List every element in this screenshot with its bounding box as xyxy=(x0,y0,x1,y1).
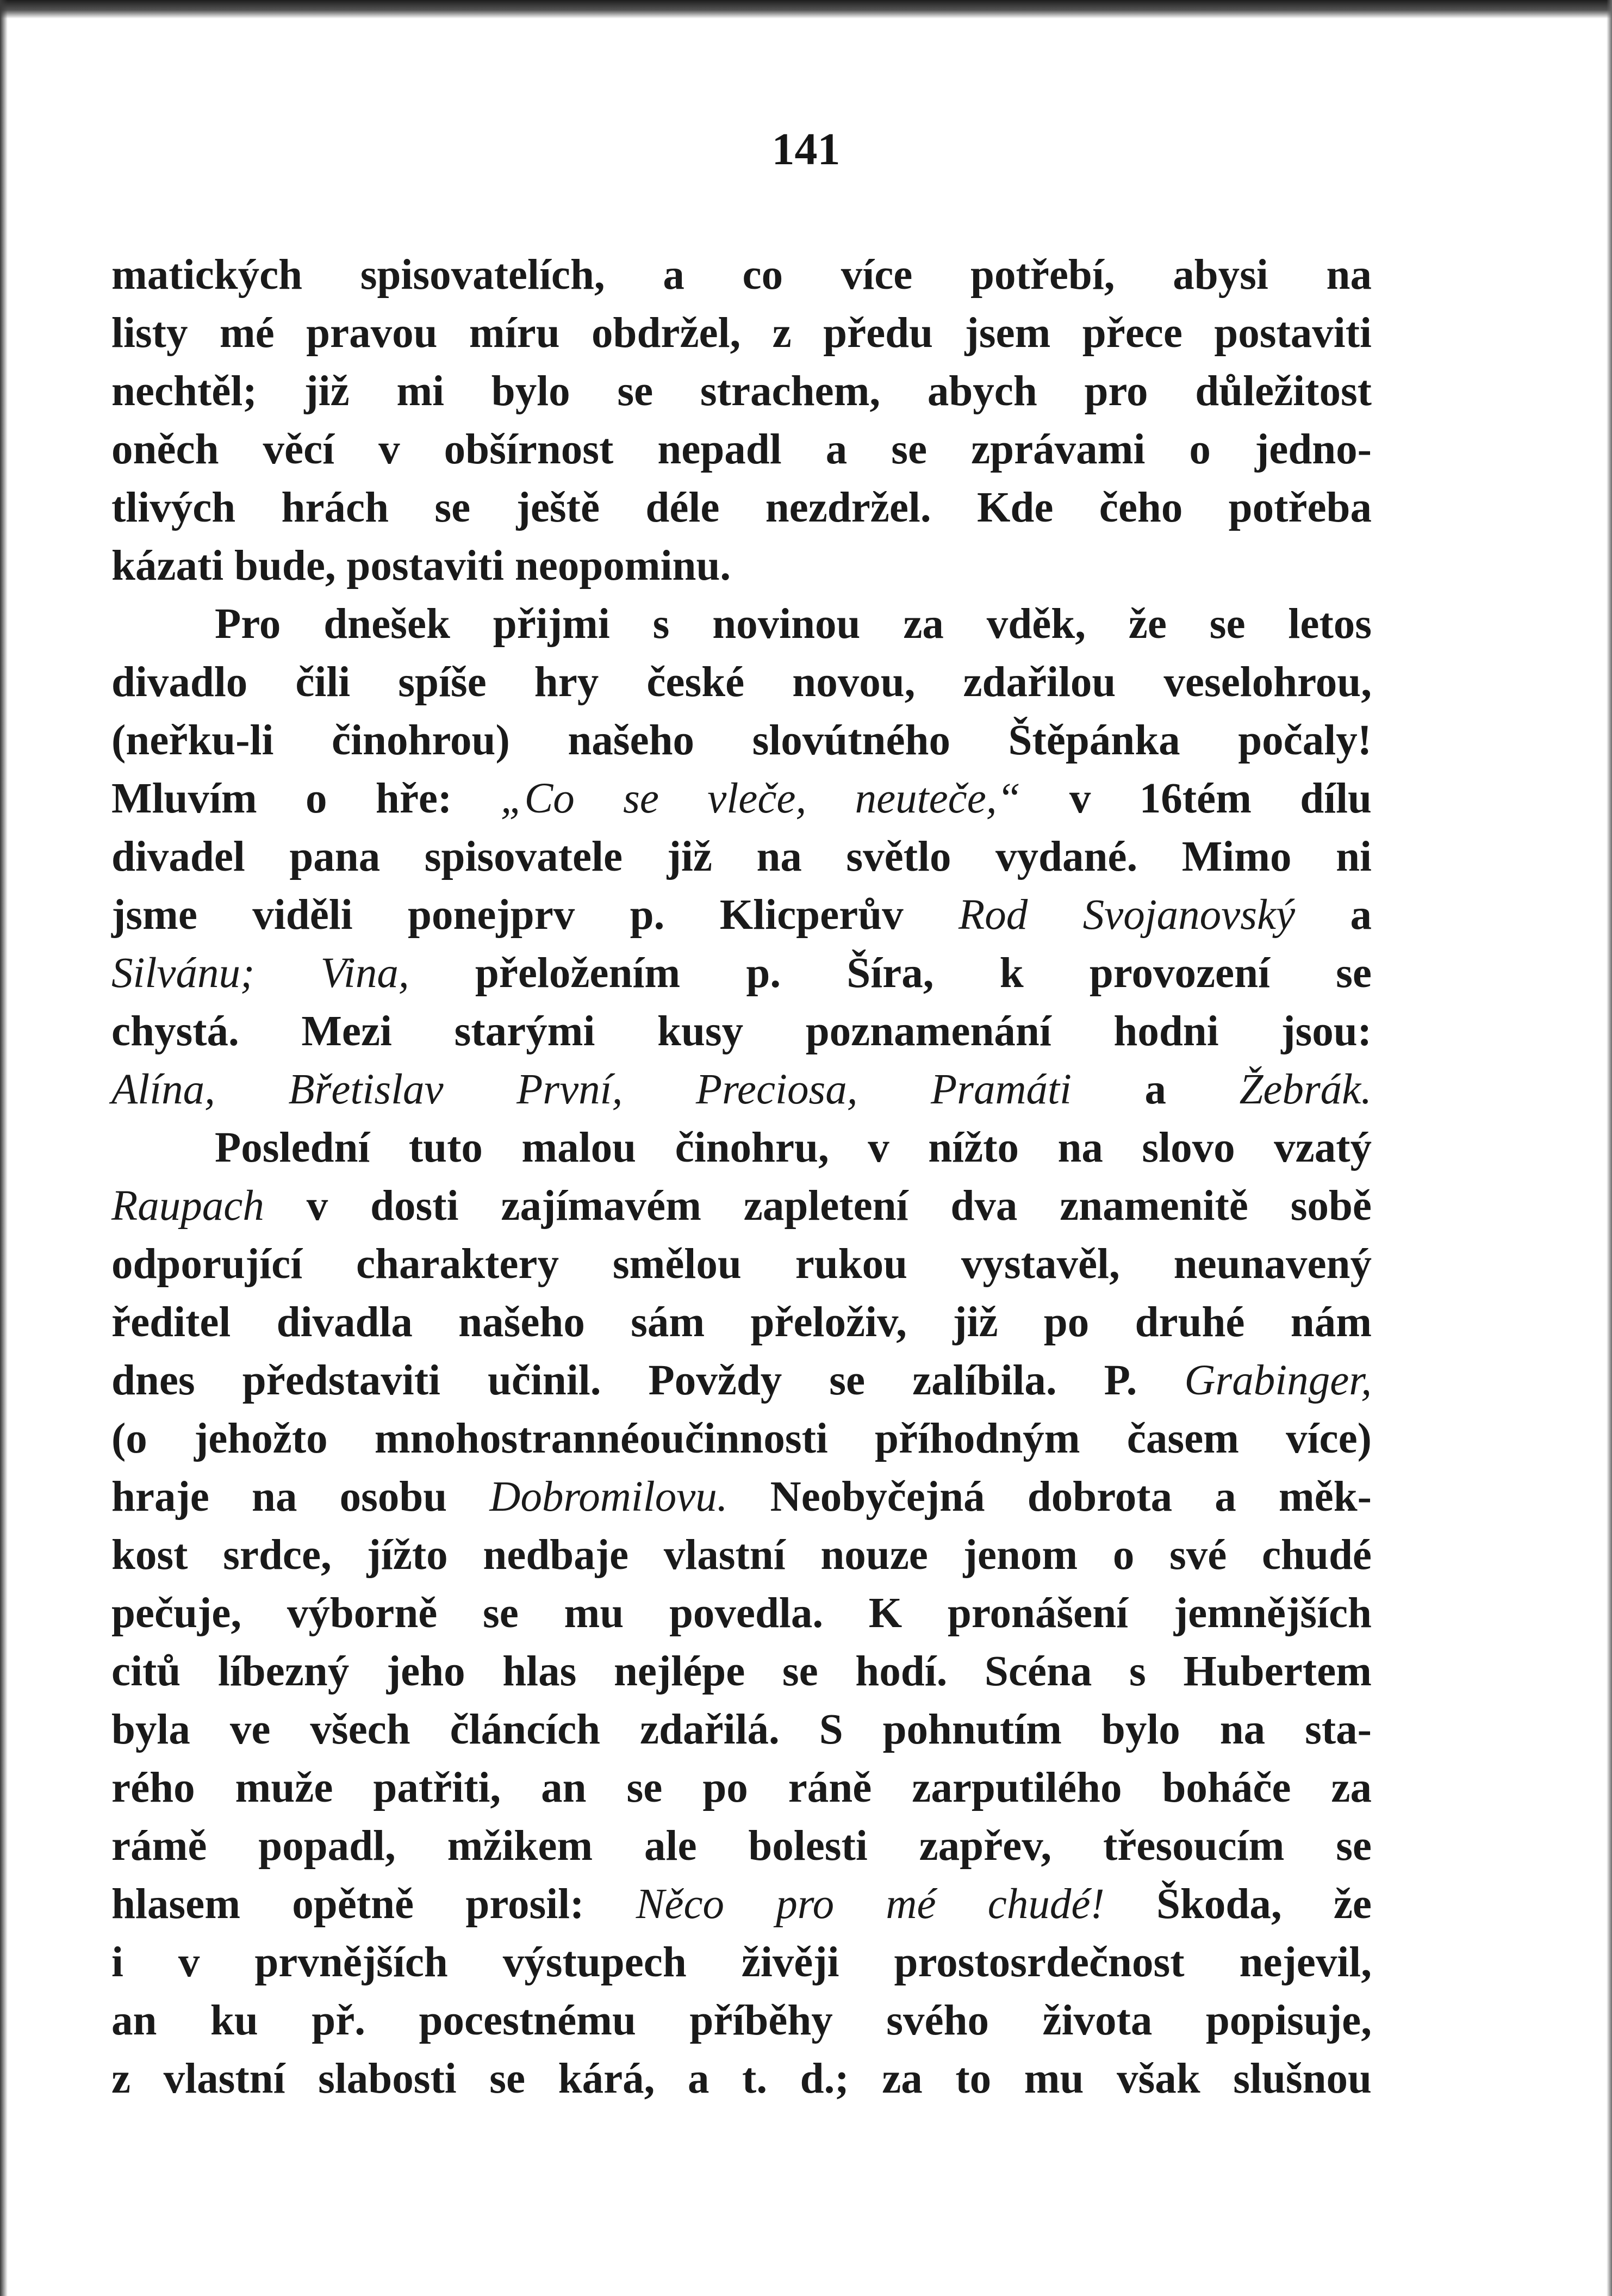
text-line: kost srdce, jížto nedbaje vlastní nouze jenom o své chudé xyxy=(111,1531,1372,1579)
text-line: chystá. Mezi starými kusy poznamenání hodni jsou: xyxy=(111,1008,1372,1055)
body-text xyxy=(111,246,1372,2108)
text-line: pečuje, výborně se mu povedla. K pronášení jemnějších xyxy=(111,1590,1372,1637)
text-line: dnes představiti učinil. Povždy se zalíbila. P. Grabinger, xyxy=(111,1357,1372,1404)
italic-quote: Něco pro mé chudé! xyxy=(636,1881,1105,1928)
text-line: tlivých hrách se ještě déle nezdržel. Kde čeho potřeba xyxy=(111,484,1372,531)
scan-edge-right xyxy=(1607,0,1612,2296)
text-line: ředitel divadla našeho sám přeloživ, již po druhé nám xyxy=(111,1299,1372,1346)
text-line: listy mé pravou míru obdržel, z předu jsem přece postaviti xyxy=(111,309,1372,357)
text-line: jsme viděli ponejprv p. Klicperův Rod Svojanovský a xyxy=(111,891,1372,939)
scan-edge-top xyxy=(0,0,1612,18)
text-line: i v prvnějších výstupech živěji prostosrdečnost nejevil, xyxy=(111,1939,1372,1986)
text-line: rého muže patřiti, an se po ráně zarputilého boháče za xyxy=(111,1764,1372,1811)
text-line: Silvánu; Vina, přeložením p. Šíra, k provození se xyxy=(111,950,1372,997)
text-line: nechtěl; již mi bylo se strachem, abych pro důležitost xyxy=(111,368,1372,415)
text-line: oněch věcí v obšírnost nepadl a se zprávami o jedno- xyxy=(111,426,1372,473)
text-line: odporující charaktery smělou rukou vystavěl, neunavený xyxy=(111,1240,1372,1288)
italic-title: Silvánu; Vina, xyxy=(111,950,409,997)
italic-name: Grabinger, xyxy=(1184,1357,1372,1404)
text-line: (o jehožto mnohostrannéoučinnosti příhodným časem více) xyxy=(111,1415,1372,1462)
text-line: (neřku-li činohrou) našeho slovútného Štěpánka počaly! xyxy=(111,717,1372,764)
text-line: Pro dnešek přijmi s novinou za vděk, že se letos xyxy=(215,600,1372,648)
text-line: z vlastní slabosti se kárá, a t. d.; za to mu však slušnou xyxy=(111,2055,1372,2102)
page-number: 141 xyxy=(771,124,841,175)
italic-title: Rod Svojanovský xyxy=(959,891,1296,939)
italic-name: Dobromilovu. xyxy=(489,1473,728,1521)
text-line: divadel pana spisovatele již na světlo vydané. Mimo ni xyxy=(111,833,1372,880)
text-line: citů líbezný jeho hlas nejlépe se hodí. Scéna s Hubertem xyxy=(111,1648,1372,1695)
text-line: divadlo čili spíše hry české novou, zdařilou veselohrou, xyxy=(111,659,1372,706)
scan-edge-left xyxy=(0,0,8,2296)
text-line: hlasem opětně prosil: Něco pro mé chudé! Škoda, že xyxy=(111,1881,1372,1928)
text-line: rámě popadl, mžikem ale bolesti zapřev, třesoucím se xyxy=(111,1822,1372,1870)
text-line: Mluvím o hře: „Co se vleče, neuteče,“ v 16tém dílu xyxy=(111,775,1372,822)
italic-title: Žebrák. xyxy=(1239,1066,1372,1113)
text-line: matických spisovatelích, a co více potřebí, abysi na xyxy=(111,251,1372,299)
text-line: an ku př. pocestnému příběhy svého života popisuje, xyxy=(111,1997,1372,2044)
text-line: byla ve všech článcích zdařilá. S pohnutím bylo na sta- xyxy=(111,1706,1372,1753)
text-line: Poslední tuto malou činohru, v nížto na slovo vzatý xyxy=(215,1124,1372,1171)
text-line: hraje na osobu Dobromilovu. Neobyčejná dobrota a měk- xyxy=(111,1473,1372,1521)
italic-title: „Co se vleče, neuteče,“ xyxy=(500,775,1021,822)
italic-name: Raupach xyxy=(111,1182,264,1230)
text-line: kázati bude, postaviti neopominu. xyxy=(111,542,731,589)
italic-title: Alína, Břetislav První, Preciosa, Pramáti xyxy=(111,1066,1072,1113)
text-line: Raupach v dosti zajímavém zapletení dva znamenitě sobě xyxy=(111,1182,1372,1230)
text-line: Alína, Břetislav První, Preciosa, Pramáti a Žebrák. xyxy=(111,1066,1372,1113)
